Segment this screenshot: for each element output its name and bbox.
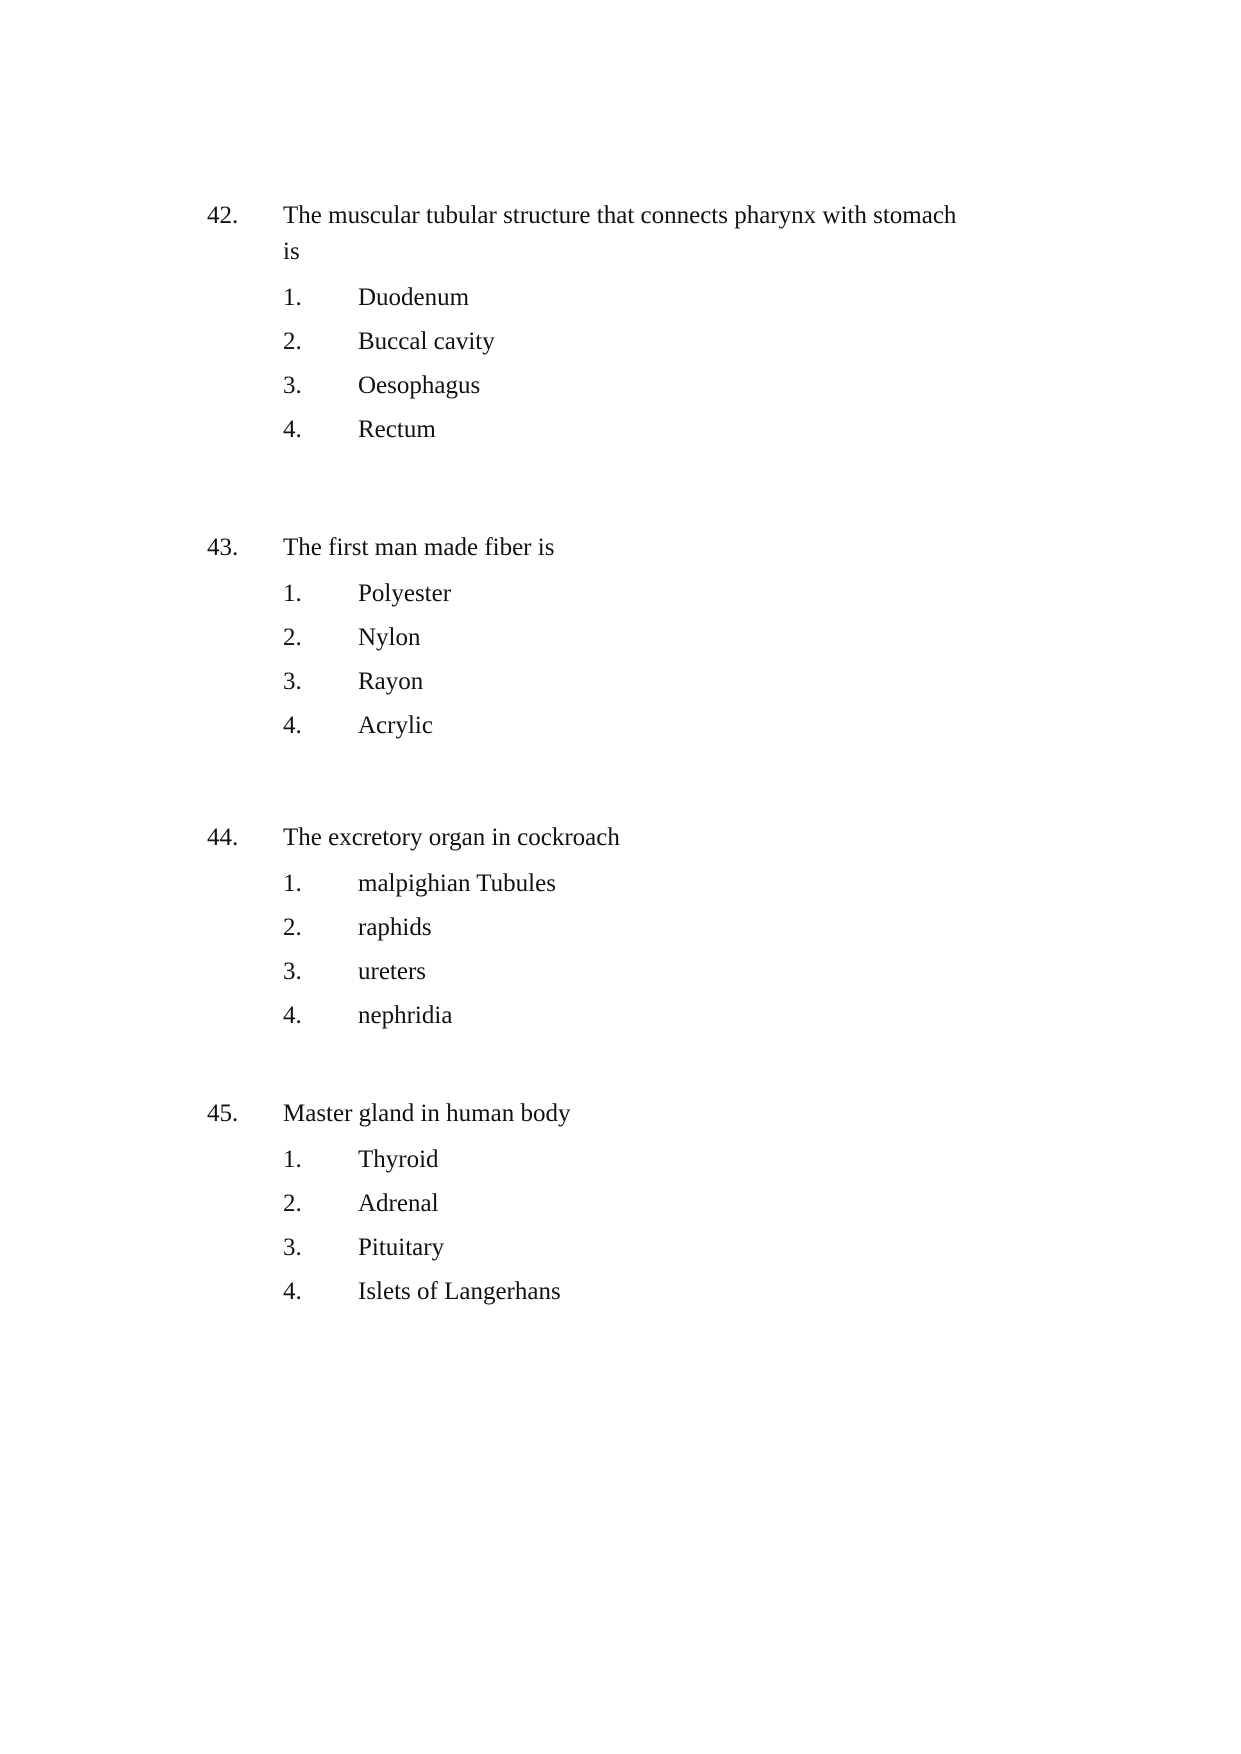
option-text: ureters: [358, 958, 427, 985]
question-number: 42.: [207, 202, 239, 229]
question-header: [207, 198, 967, 270]
option-text: Rayon: [358, 668, 424, 695]
option-number: 1.: [283, 1146, 302, 1173]
option-text: raphids: [358, 914, 432, 941]
option-text: Thyroid: [358, 1146, 439, 1173]
option-item: [283, 320, 967, 364]
question-text: Master gland in human body: [283, 1100, 571, 1127]
option-item: [283, 906, 967, 950]
question-header: [207, 1096, 967, 1132]
option-item: [283, 950, 967, 994]
option-item: [283, 1182, 967, 1226]
option-text: Polyester: [358, 580, 452, 607]
option-number: 4.: [283, 416, 302, 443]
question-number: 43.: [207, 534, 239, 561]
option-item: [283, 616, 967, 660]
question-44: [207, 820, 967, 1038]
option-number: 1.: [283, 284, 302, 311]
question-45: [207, 1096, 967, 1314]
option-text: Buccal cavity: [358, 328, 495, 355]
option-text: Oesophagus: [358, 372, 481, 399]
option-number: 3.: [283, 1234, 302, 1261]
option-item: [283, 994, 967, 1038]
option-number: 1.: [283, 870, 302, 897]
option-text: nephridia: [358, 1002, 453, 1029]
option-number: 3.: [283, 372, 302, 399]
option-number: 4.: [283, 1002, 302, 1029]
option-list: [283, 572, 967, 748]
option-item: [283, 1226, 967, 1270]
option-item: [283, 1270, 967, 1314]
question-text: The excretory organ in cockroach: [283, 824, 620, 851]
option-item: [283, 408, 967, 452]
option-number: 2.: [283, 328, 302, 355]
option-number: 4.: [283, 712, 302, 739]
option-text: Islets of Langerhans: [358, 1278, 561, 1305]
option-text: malpighian Tubules: [358, 870, 556, 897]
option-text: Acrylic: [358, 712, 433, 739]
question-number: 45.: [207, 1100, 239, 1127]
question-number: 44.: [207, 824, 239, 851]
option-list: [283, 862, 967, 1038]
option-number: 3.: [283, 958, 302, 985]
option-number: 2.: [283, 914, 302, 941]
question-header: [207, 820, 967, 856]
option-item: [283, 660, 967, 704]
question-header: [207, 530, 967, 566]
option-text: Pituitary: [358, 1234, 445, 1261]
option-item: [283, 1138, 967, 1182]
question-text: The first man made fiber is: [283, 534, 555, 561]
option-item: [283, 862, 967, 906]
option-number: 1.: [283, 580, 302, 607]
option-item: [283, 704, 967, 748]
option-text: Nylon: [358, 624, 421, 651]
question-43: [207, 530, 967, 748]
option-item: [283, 572, 967, 616]
option-list: [283, 1138, 967, 1314]
option-item: [283, 276, 967, 320]
option-text: Rectum: [358, 416, 436, 443]
option-number: 2.: [283, 624, 302, 651]
option-item: [283, 364, 967, 408]
option-number: 2.: [283, 1190, 302, 1217]
option-text: Adrenal: [358, 1190, 439, 1217]
question-text: The muscular tubular structure that connects pharynx with stomach is: [283, 202, 957, 265]
option-text: Duodenum: [358, 284, 470, 311]
option-number: 3.: [283, 668, 302, 695]
option-number: 4.: [283, 1278, 302, 1305]
question-42: [207, 198, 967, 452]
option-list: [283, 276, 967, 452]
